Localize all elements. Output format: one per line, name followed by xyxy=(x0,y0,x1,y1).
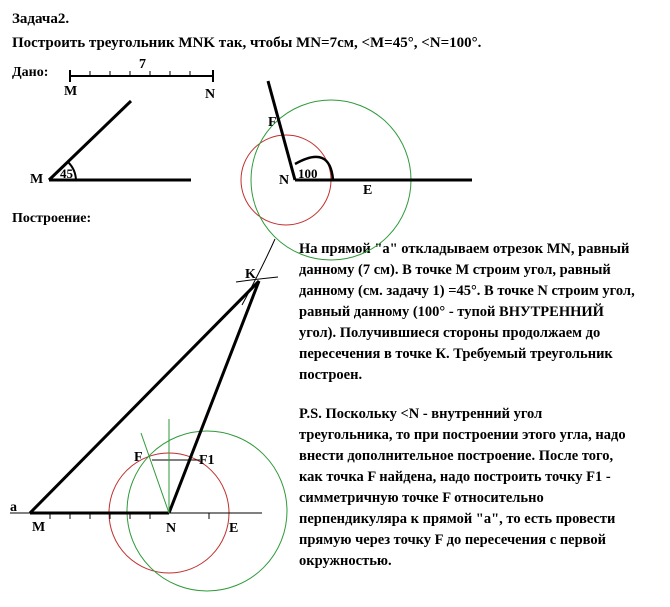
line-a-label: a xyxy=(10,500,17,515)
construction-point-f1-label: F1 xyxy=(199,453,215,468)
segment-end-label: N xyxy=(205,87,216,102)
given-label: Дано: xyxy=(12,65,49,80)
construction-point-n-label: N xyxy=(166,521,177,536)
segment-length-label: 7 xyxy=(139,57,146,72)
construction-point-m-label: M xyxy=(32,520,46,535)
side-mk xyxy=(30,281,259,513)
construction-point-f-label: F xyxy=(134,450,143,465)
side-nk xyxy=(169,281,259,513)
construction-point-k-label: K xyxy=(245,267,256,282)
auxiliary-ray-nf xyxy=(141,433,169,513)
angle-m-vertex-label: M xyxy=(30,172,44,187)
angle-m-value-label: 45 xyxy=(60,166,73,181)
task-statement: Построить треугольник MNK так, чтобы MN=7см, <M=45°, <N=100°. xyxy=(12,35,482,51)
angle-n-point-f-label: F xyxy=(268,115,277,130)
task-title: Задача2. xyxy=(12,11,70,27)
construction-point-e-label: E xyxy=(229,521,239,536)
segment-start-label: M xyxy=(64,84,78,99)
angle-n-point-e-label: E xyxy=(363,183,373,198)
explanation-paragraph-2: P.S. Поскольку <N - внутренний угол треугольника, то при построении этого угла, надо внести дополнительное построение. После того, как точка F найдена, надо построить точку F1 - симметричную точке F относительно перпендикуляра к прямой "а", то есть провести прямую через точку F до пересечения с первой окружностью. xyxy=(299,406,626,569)
angle-n-vertex-label: N xyxy=(279,173,290,188)
construction-label: Построение: xyxy=(12,211,92,226)
angle-n-value-label: 100 xyxy=(298,166,318,181)
explanation-paragraph-1: На прямой "а" откладываем отрезок MN, равный данному (7 см). В точке М строим угол, равный данному (см. задачу 1) =45°. В точке N строим угол, равный данному (100° - тупой ВНУТРЕННИЙ угол). Получившиеся стороны продолжаем до пересечения в точке К. Требуемый треугольник построен. xyxy=(299,241,635,383)
